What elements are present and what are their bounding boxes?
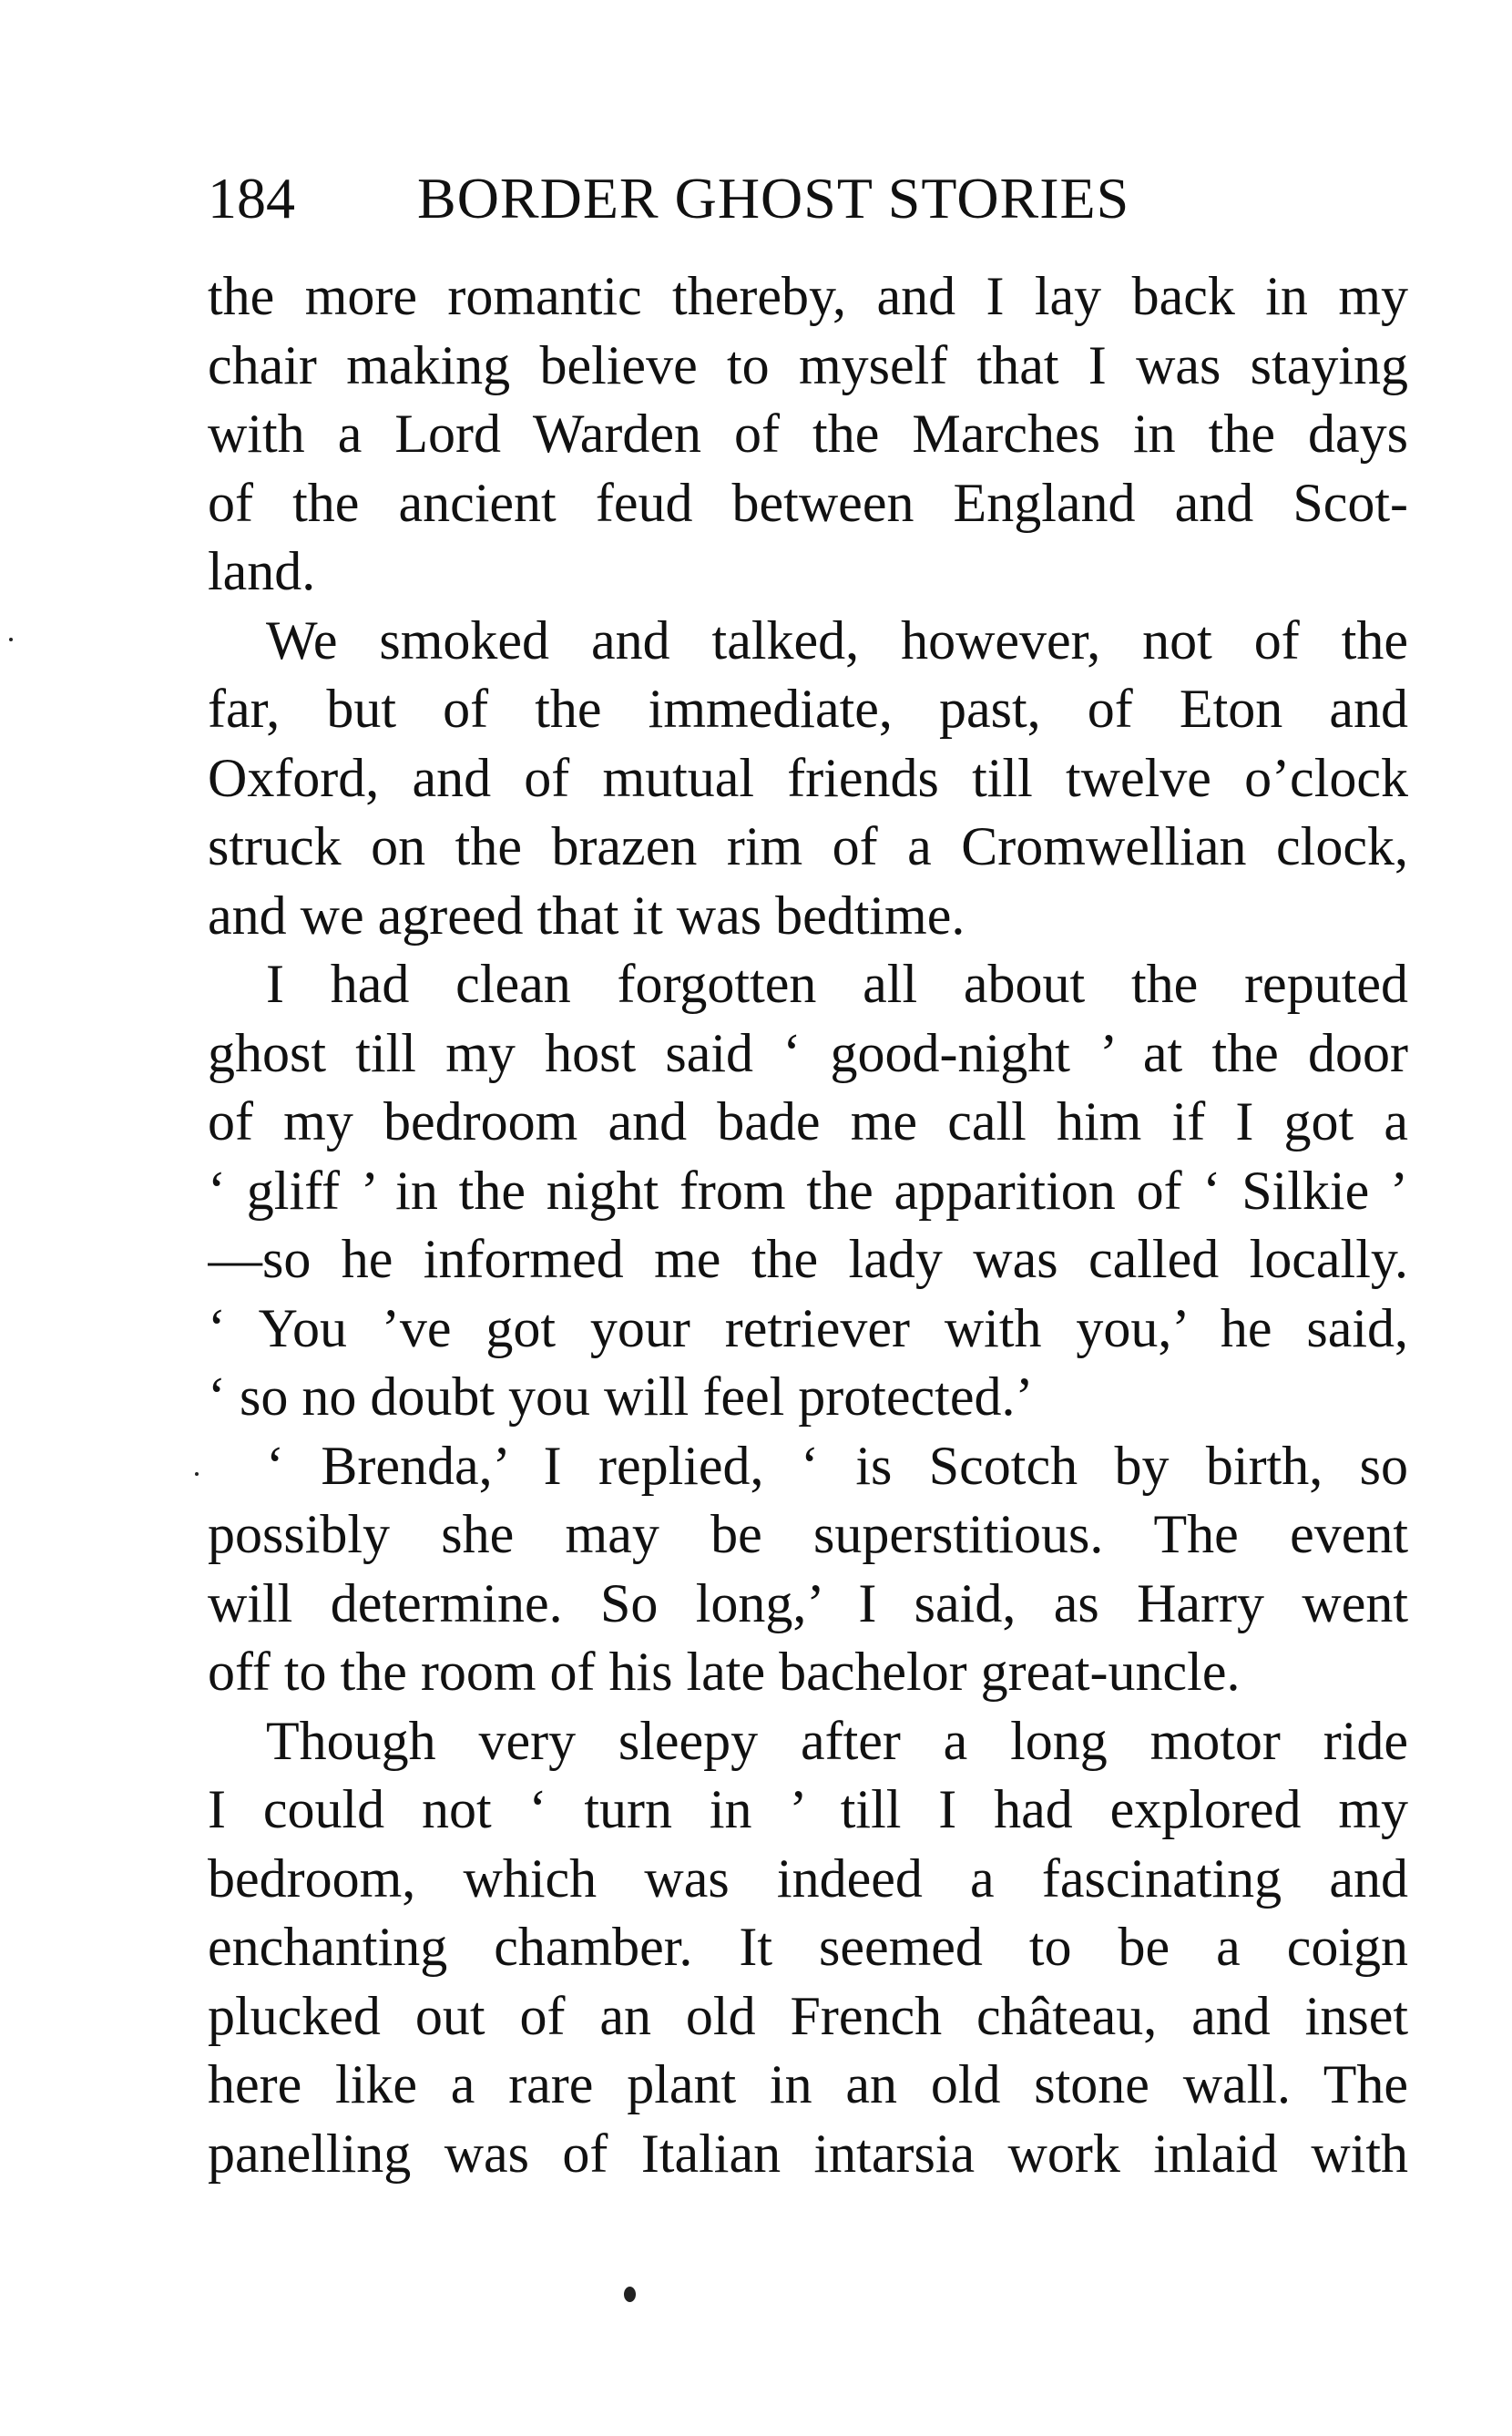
text-line: land.	[208, 541, 316, 601]
text-line: bedroom, which was indeed a fascinating and	[208, 1847, 1408, 1909]
ink-speck	[195, 1472, 199, 1476]
text-line: ‘ so no doubt you will feel protected.’	[208, 1366, 1034, 1427]
text-line: off to the room of his late bachelor great-uncle.	[208, 1642, 1241, 1702]
text-line: I had clean forgotten all about the reputed	[266, 954, 1408, 1014]
text-line: chair making believe to myself that I was staying	[208, 334, 1408, 395]
text-line: —so he informed me the lady was called locally.	[208, 1229, 1408, 1289]
text-line: ghost till my host said ‘ good-night ’ at the door	[208, 1022, 1408, 1083]
text-line: enchanting chamber. It seemed to be a coign	[208, 1917, 1408, 1977]
text-line: far, but of the immediate, past, of Eton and	[208, 679, 1408, 739]
text-line: plucked out of an old French château, and inset	[208, 1985, 1408, 2046]
page-number: 184	[208, 166, 295, 230]
text-line: ‘ You ’ve got your retriever with you,’ he said,	[208, 1297, 1408, 1358]
text-line: We smoked and talked, however, not of the	[266, 609, 1408, 670]
text-line: ‘ gliff ’ in the night from the apparition of ‘ Silkie ’	[208, 1160, 1408, 1221]
text-line: and we agreed that it was bedtime.	[208, 885, 965, 946]
text-line: possibly she may be superstitious. The event	[208, 1504, 1408, 1564]
text-line: Though very sleepy after a long motor ride	[266, 1710, 1408, 1771]
text-line: with a Lord Warden of the Marches in the days	[208, 404, 1408, 464]
text-line: I could not ‘ turn in ’ till I had explored my	[208, 1779, 1408, 1839]
text-line: panelling was of Italian intarsia work inlaid with	[208, 2123, 1408, 2184]
text-line: here like a rare plant in an old stone wall. The	[208, 2054, 1408, 2114]
ink-blot	[624, 2287, 636, 2302]
text-line: Oxford, and of mutual friends till twelve o’clock	[208, 747, 1408, 808]
running-title: BORDER GHOST STORIES	[417, 166, 1130, 230]
text-line: struck on the brazen rim of a Cromwellian clock,	[208, 816, 1408, 876]
text-line: the more romantic thereby, and I lay back in my	[208, 266, 1408, 326]
page-header	[208, 153, 1410, 244]
text-line: will determine. So long,’ I said, as Harry went	[208, 1572, 1408, 1633]
body-text	[208, 262, 1408, 2188]
text-line: of my bedroom and bade me call him if I got a	[208, 1091, 1408, 1151]
text-line: of the ancient feud between England and Scot-	[208, 472, 1408, 533]
ink-speck	[9, 638, 13, 641]
text-line: ‘ Brenda,’ I replied, ‘ is Scotch by birth, so	[266, 1435, 1408, 1496]
